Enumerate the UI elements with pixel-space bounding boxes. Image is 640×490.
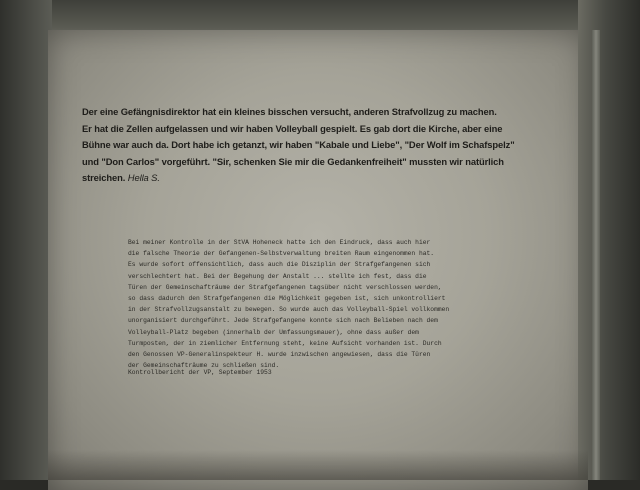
quote-author: Hella S. <box>127 172 160 183</box>
metal-rail <box>592 30 600 480</box>
display-frame-right <box>578 0 640 480</box>
control-report-text: Bei meiner Kontrolle in der StVA Hoheneck hatte ich den Eindruck, dass auch hier die falsche Theorie der Gefangenen-Selbstverwaltung breiten Raum eingenommen hat. Es wurde sofort offensichtlich, dass auch die Disziplin der Strafgefangenen sich verschlechtert hat. Bei der Begehung der Anstalt ... stellte ich fest, dass die Türen der Gemeinschafträume der Strafgefangenen tagsüber nicht verschlossen werden, so dass dadurch den Strafgefangenen die Möglichkeit gegeben ist, sich unkontrolliert in der Strafvollzugsanstalt zu bewegen. So wurde auch das Volleyball-Spiel vollkommen unorganisiert durchgeführt. Jede Strafgefangene konnte sich nach Belieben nach dem Volleyball-Platz begeben (innerhalb der Umfassungsmauer), ohne dass außer dem Turmposten, der in ziemlicher Entfernung steht, keine Aufsicht vorhanden ist. Durch den Genossen VP-Generalinspekteur H. wurde inzwischen angewiesen, dass die Türen der Gemeinschafträume zu schließen sind. <box>128 239 450 370</box>
panel-bottom-shadow <box>48 450 588 480</box>
quote-text: Der eine Gefängnisdirektor hat ein kleines bisschen versucht, anderen Strafvollzug zu machen. Er hat die Zellen aufgelassen und wir haben Volleyball gespielt. Es gab dort die Kirche, aber eine Bühne war auch da. Dort habe ich getanzt, wir haben "Kabale und Liebe", "Der Wolf im Schafspelz" und "Don Carlos" vorgeführt. "Sir, schenken Sie mir die Gedankenfreiheit" mussten wir natürlich streichen. <box>82 106 515 183</box>
control-report-source: Kontrollbericht der VP, September 1953 <box>128 369 272 376</box>
display-frame-left <box>0 0 52 480</box>
testimony-quote <box>82 104 582 187</box>
